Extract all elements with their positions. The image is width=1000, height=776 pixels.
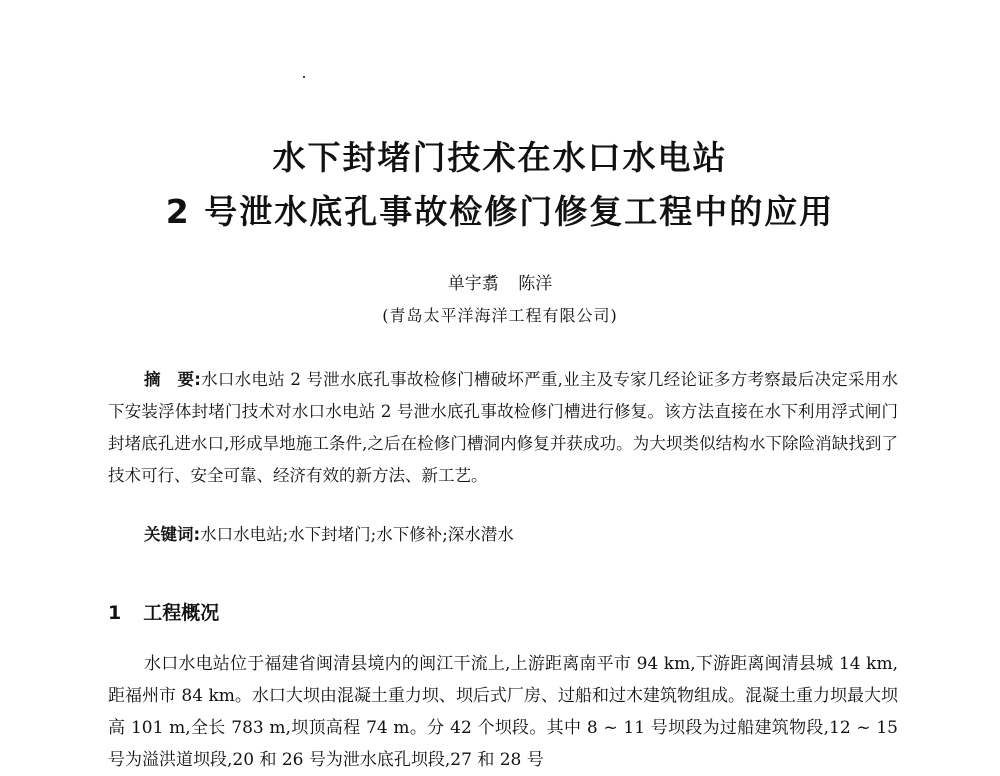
paper-authors: 单宇翥 陈洋 <box>447 274 553 294</box>
abstract-label: 摘 要: <box>144 370 201 389</box>
section-number: 1 <box>108 602 122 624</box>
abstract-text: 水口水电站 2 号泄水底孔事故检修门槽破坏严重,业主及专家几经论证多方考察最后决定采用水下安装浮体封堵门技术对水口水电站 2 号泄水底孔事故检修门槽进行修复。该方法直接在水下利用浮式闸门封堵底孔进水口,形成旱地施工条件,之后在检修门槽洞内修复并获成功。为大坝类似结构水下除险消缺找到了技术可行、安全可靠、经济有效的新方法、新工艺。 <box>108 370 898 485</box>
abstract <box>108 364 898 492</box>
paper-affiliation: (青岛太平洋海洋工程有限公司) <box>382 306 618 325</box>
keywords-label: 关键词: <box>144 525 201 544</box>
keywords <box>144 520 514 550</box>
keywords-text: 水口水电站;水下封堵门;水下修补;深水潜水 <box>200 525 514 544</box>
scan-speck <box>303 76 305 78</box>
body-paragraph: 水口水电站位于福建省闽清县境内的闽江干流上,上游距离南平市 94 km,下游距离闽清县城 14 km,距福州市 84 km。水口大坝由混凝土重力坝、坝后式厂房、过船和过木建筑物组成。混凝土重力坝最大坝高 101 m,全长 783 m,坝顶高程 74 m。分 42 个坝段。其中 8 ~ 11 号坝段为过船建筑物段,12 ~ 15 号为溢洪道坝段,20 和 26 号为泄水底孔坝段,27 和 28 号 <box>108 654 898 770</box>
paper-title-line-2: 2 号泄水底孔事故检修门修复工程中的应用 <box>165 192 835 231</box>
section-heading <box>108 599 219 627</box>
paper-title-line-1: 水下封堵门技术在水口水电站 <box>272 138 728 177</box>
section-title: 工程概况 <box>143 602 220 624</box>
